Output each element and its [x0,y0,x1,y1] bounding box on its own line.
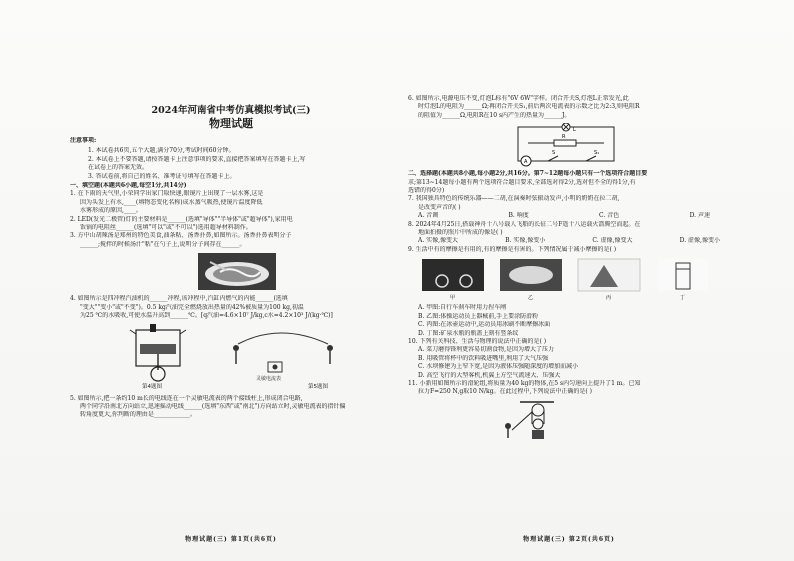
switch1-label: S₁ [594,150,600,157]
question-3-cont: ______;搅拌的时候汤汁"粘"在勺子上,说明分子间存在______。 [80,240,246,248]
question-11-cont: 拉力F=250 N,g取10 N/kg。在此过程中,下列说法中正确的是( ) [418,388,592,396]
question-4-cont: "变大""变小"或"不变")。0.5 kg汽油完全燃烧放出热量的42%被质量为100 kg,初温 [80,303,304,311]
question-9: 9. 生活中有的摩擦是有用的,有的摩擦是有害的。下列情况属于减小摩擦的是( ) [408,245,617,253]
section-2-heading-cont: 求;第13~14题每小题有两个选项符合题目要求,全部选对得2分,选对但不全的得1分,有 [408,178,636,186]
soup-figure [70,252,392,292]
option-c: C. 虚像,像变大 [592,237,633,245]
question-4-cont: 为25 ℃的水吸收,可使水温升高到______℃。[q汽油=4.6×10⁷ J/kg,c水=4.2×10³ J/(kg·℃)] [80,312,333,320]
ammeter-label: A [524,159,528,166]
question-5-cont: 两个同学沿南北方向站立,迅速摇动电线______(选填"东西"或"南北")方向站立时,灵敏电流表的指针偏 [80,402,346,410]
friction-figures [408,257,730,301]
question-6: 6. 如图所示,电源电压不变,灯泡L标有"6V 6W"字样。闭合开关S,灯泡L正常发光,此 [408,95,629,102]
fig-label-ding: 丁 [680,295,686,302]
fig-label-yi: 乙 [528,295,534,302]
question-5-cont: 转角度更大,你判断的理由是____________。 [80,411,196,419]
fig4-label: 第4题图 [142,383,162,390]
option-a: A. 音调 [418,212,439,220]
page-footer-left: 物理试题(三) 第1页(共6页) [185,535,277,543]
question-6-cont: 的阻值为______Ω,电阻R在10 s内产生的热量为______J。 [418,111,571,119]
question-7: 7. 我国独具特色的传统乐器——二胡,在演奏时弦振动发声,小明的奶奶在拉二胡, [408,195,620,203]
option-d: D. 声速 [689,212,710,220]
fig-label-bing: 丙 [606,295,612,302]
circuit-diagram [408,123,730,167]
question-10-option: C. 水坝修建为上窄下宽,是因为液体压强随深度的增加而减小 [418,363,579,371]
option-c: C. 音色 [599,212,620,220]
question-6-cont: 时灯泡L的电阻为______Ω;再闭合开关S₁,前后两次电流表的示数之比为2:3,则电阻R [418,103,640,111]
question-8-cont: 地面拍摄的照片中所成的像是( ) [418,229,503,237]
soup-photo [70,252,392,292]
option-b: B. 响度 [508,212,529,220]
pulley-figure [408,400,730,440]
question-10-option: D. 高空飞行的大型客机,机翼上方空气流速大、压强大 [418,371,561,379]
friction-photos [408,257,730,301]
page-right [408,95,730,543]
question-9-option: B. 乙图:体操运动员上器械前,手上要涂防滑粉 [418,312,539,320]
notice-line: 3. 答试卷前,将自己的姓名、准考证号填写在答题卡上。 [88,172,236,180]
option-d: D. 虚像,像变小 [679,237,720,245]
exam-title: 2024年河南省中考仿真模拟考试(三) [151,105,311,116]
question-4: 4. 如图所示是四冲程汽油机的______冲程,该冲程中,汽缸内燃气的内能______(选填 [70,295,288,303]
resistor-label: R [562,134,566,141]
pulley-diagram [408,400,730,440]
question-7-options [408,212,730,220]
page-footer-right: 物理试题(三) 第2页(共6页) [523,535,615,543]
circuit-figure [408,123,730,167]
figures-4-5 [70,324,392,392]
question-10-option: A. 菜刀磨得锋利更容易切割食物,是因为增大了压力 [418,346,555,354]
fig-label-jia: 甲 [450,295,456,302]
option-a: A. 实像,像变大 [418,237,459,245]
section-2-heading: 二、选择题(本题共8小题,每小题2分,共16分。第7~12题每小题只有一个选项符合题目要 [408,170,648,178]
notice-line: 1. 本试卷共6页,五个大题,满分70分,考试时间60分钟。 [88,147,235,155]
question-11: 11. 小新用如图所示的滑轮组,将质量为40 kg的物体,在5 s内匀速向上提升了1 m。已知 [408,379,641,387]
question-9-option: C. 丙图:在冰壶运动中,运动员用冰刷不断摩擦冰面 [418,321,551,329]
question-10-option: B. 用吸管将杯中的饮料吸进嘴里,利用了大气压强 [418,354,549,362]
question-8-options [408,237,730,245]
fig5-label: 第5题图 [308,383,328,390]
lamp-label: L [573,127,576,134]
page-left [70,95,392,543]
question-10: 10. 下列有关科技、生活与物理的说法中正确的是( ) [408,337,547,345]
engine-diagram [70,324,392,392]
switch-label: S [552,150,556,157]
question-1: 1. 在下雨的天气里,小荣同学出家门取快递,眼镜片上出现了一层水雾,这是 [70,190,264,198]
question-7-cont: 是改变声音的( ) [418,203,461,211]
question-1-cont: 水雾形成的原因,____。 [80,207,142,215]
option-b: B. 实像,像变小 [505,237,546,245]
section-1-heading: 一、填空题(本题共6小题,每空1分,共14分) [70,182,187,190]
question-5: 5. 如图所示,把一条约10 m长的电线连在一个灵敏电流表的两个接线柱上,形成闭合电路, [70,394,303,402]
notice-line: 2. 本试卷上不要答题,请按答题卡上注意事项的要求,直接把答案填写在答题卡上,写 [88,155,306,163]
fig5-meter-label: 灵敏电流表 [256,375,282,382]
question-9-option: D. 丁图:矿泉水瓶的瓶盖上刻有竖条纹 [418,329,519,337]
question-8: 8. 2024年4月25日,搭载神舟十八号载人飞船的长征二号F遥十八运载火箭腾空而起。在 [408,220,641,228]
question-9-option: A. 甲图:自行车刹车时用力捏车闸 [418,304,507,312]
question-1-cont: 因为头发上有水,____(填物态变化名称)成水蒸气吸热,使镜片温度降低 [80,198,263,206]
exam-subject: 物理试题 [209,117,253,130]
question-3: 3. 方中山胡辣汤是郑州的特色美食,油条粘、汤香扑鼻,如图所示。汤香扑鼻表明分子 [70,232,292,240]
question-2-cont: 饭锅的电阻丝______(选填"可以"或"不可以")选用超导材料制作。 [80,224,252,232]
section-2-heading-cont: 选错的得0分) [408,187,445,195]
notice-line: 在试卷上的答案无效。 [88,164,149,172]
question-2: 2. LED(发光二极管)灯的主要材料是______(选填"导体""半导体"或"超导体"),家用电 [70,215,293,223]
notice-heading: 注意事项: [70,137,97,144]
